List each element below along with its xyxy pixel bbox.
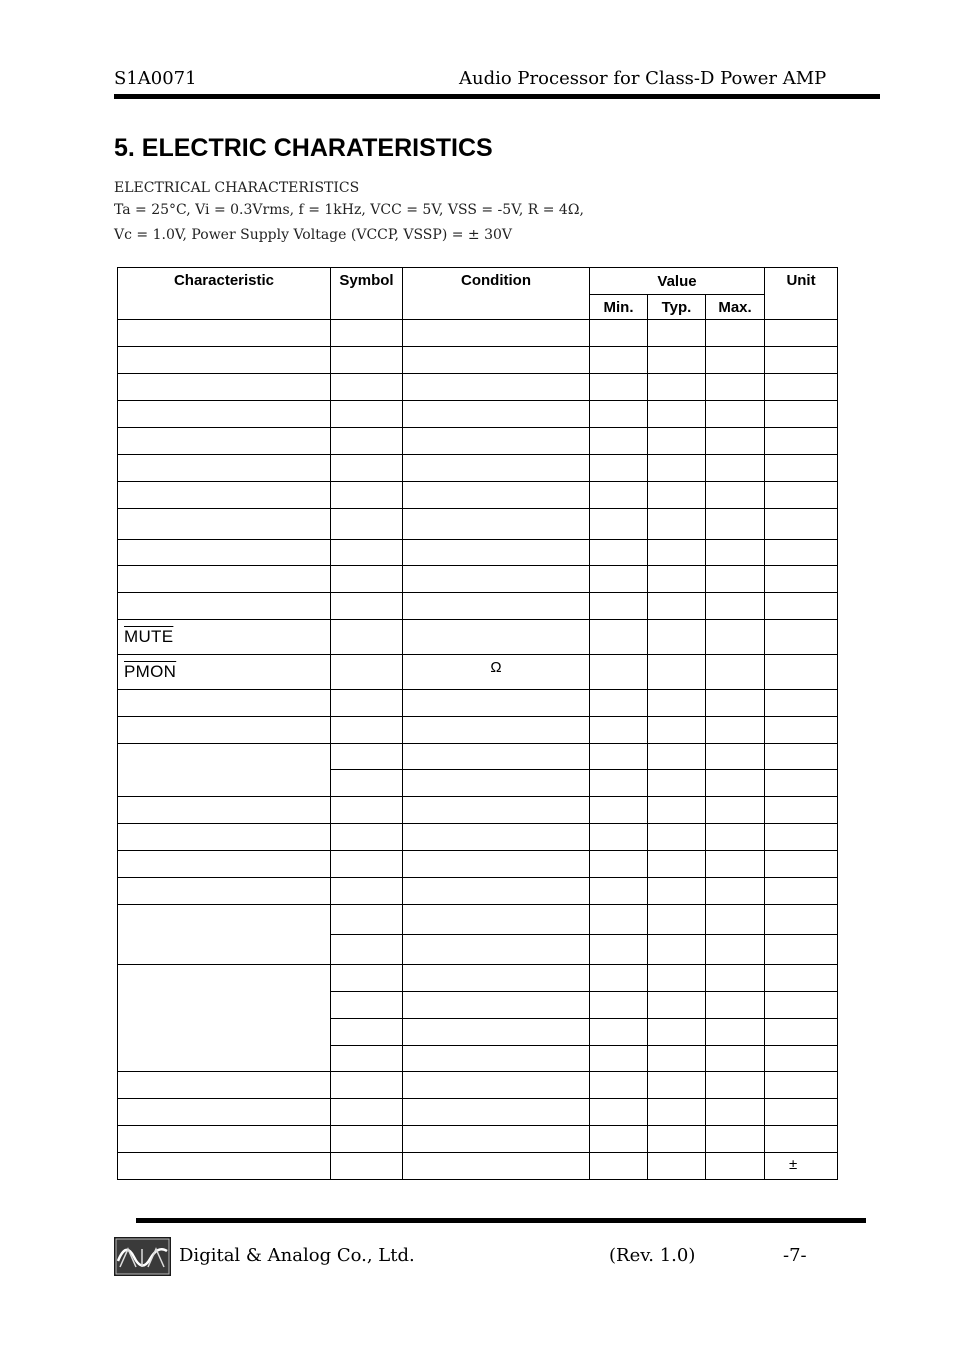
footer-company: Digital & Analog Co., Ltd. bbox=[179, 1245, 415, 1266]
table-row bbox=[118, 482, 838, 509]
table-row bbox=[118, 905, 838, 935]
table-row bbox=[118, 878, 838, 905]
last-row-unit: ± bbox=[789, 1156, 798, 1173]
table-row bbox=[118, 566, 838, 593]
table-row bbox=[118, 593, 838, 620]
col-header-unit: Unit bbox=[765, 268, 838, 320]
table-row bbox=[118, 540, 838, 566]
table-row bbox=[118, 1126, 838, 1153]
table-row bbox=[118, 797, 838, 824]
pmon-label: PMON bbox=[124, 662, 177, 681]
footer-rule bbox=[136, 1218, 866, 1223]
table-row bbox=[118, 717, 838, 744]
col-header-condition: Condition bbox=[403, 268, 590, 320]
header-rule bbox=[114, 94, 880, 99]
table-row bbox=[118, 1153, 838, 1180]
col-header-max: Max. bbox=[706, 295, 765, 320]
section-title: 5. ELECTRIC CHARATERISTICS bbox=[114, 134, 493, 162]
table-row bbox=[118, 851, 838, 878]
col-header-typ: Typ. bbox=[648, 295, 706, 320]
subtitle-line-2: Ta = 25°C, Vi = 0.3Vrms, f = 1kHz, VCC = 5V, VSS = -5V, R = 4Ω, bbox=[114, 202, 584, 218]
table-row bbox=[118, 690, 838, 717]
table-row bbox=[118, 347, 838, 374]
table-row bbox=[118, 1099, 838, 1126]
table-row bbox=[118, 374, 838, 401]
col-header-characteristic: Characteristic bbox=[118, 268, 331, 320]
table-row-pmon bbox=[118, 655, 838, 690]
col-header-value: Value bbox=[590, 268, 765, 295]
document-title: Audio Processor for Class-D Power AMP bbox=[459, 68, 827, 89]
company-logo bbox=[114, 1237, 171, 1276]
table-row bbox=[118, 1072, 838, 1099]
table-row bbox=[118, 320, 838, 347]
table-row bbox=[118, 428, 838, 455]
footer-revision: (Rev. 1.0) bbox=[609, 1245, 696, 1266]
table-row bbox=[118, 824, 838, 851]
table-row bbox=[118, 455, 838, 482]
characteristics-table bbox=[117, 267, 838, 1180]
footer-page-number: -7- bbox=[783, 1245, 807, 1266]
table-row bbox=[118, 965, 838, 992]
table-row-mute bbox=[118, 620, 838, 655]
pmon-condition: Ω bbox=[490, 659, 502, 676]
col-header-min: Min. bbox=[590, 295, 648, 320]
col-header-symbol: Symbol bbox=[331, 268, 403, 320]
table-row bbox=[118, 401, 838, 428]
table-row bbox=[118, 509, 838, 540]
mute-label: MUTE bbox=[124, 627, 174, 646]
subtitle-line-1: ELECTRICAL CHARACTERISTICS bbox=[114, 180, 360, 196]
document-code: S1A0071 bbox=[114, 68, 197, 89]
subtitle-line-3: Vc = 1.0V, Power Supply Voltage (VCCP, VSSP) = ± 30V bbox=[114, 227, 513, 243]
table-row bbox=[118, 744, 838, 770]
